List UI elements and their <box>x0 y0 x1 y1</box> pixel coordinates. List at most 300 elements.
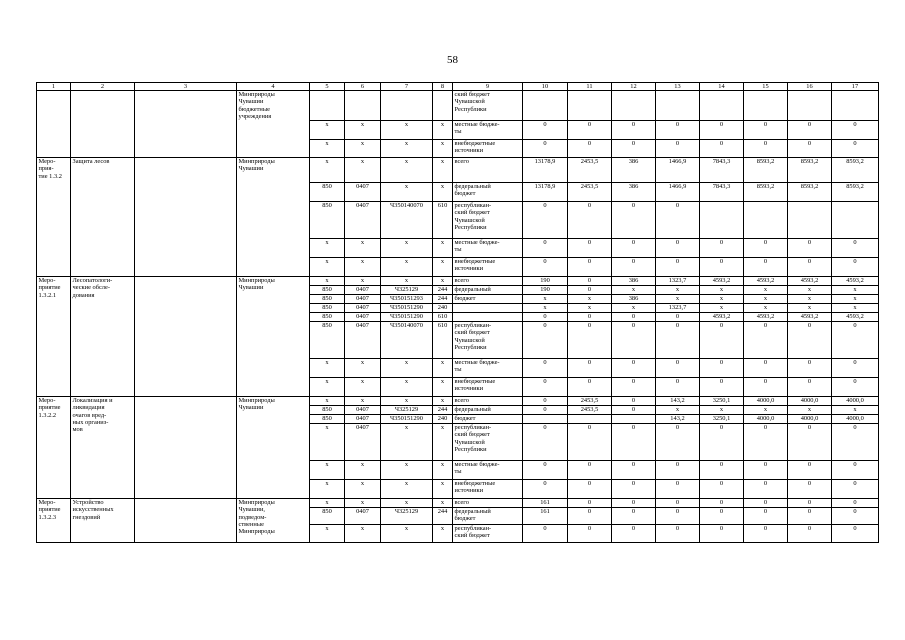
amount-cell: 0 <box>700 508 744 525</box>
budget-code-section: x <box>345 239 381 258</box>
budget-code-type: x <box>433 158 453 183</box>
amount-cell: 8593,2 <box>788 158 832 183</box>
amount-cell: 0 <box>523 313 568 322</box>
budget-code-type: 240 <box>433 304 453 313</box>
amount-cell <box>612 91 656 121</box>
amount-cell: 0 <box>656 313 700 322</box>
amount-cell: 0 <box>656 480 700 499</box>
amount-cell: 0 <box>700 258 744 277</box>
budget-code-grbs: 850 <box>310 415 345 424</box>
amount-cell: 0 <box>523 406 568 415</box>
amount-cell: 0 <box>744 140 788 158</box>
amount-cell: 0 <box>832 121 879 140</box>
budget-code-type: x <box>433 424 453 461</box>
page-number: 58 <box>447 54 458 66</box>
executor: Минприроды Чувашии <box>237 277 310 397</box>
amount-cell: 13178,9 <box>523 158 568 183</box>
amount-cell: 0 <box>523 378 568 397</box>
budget-code-target: x <box>381 277 433 286</box>
amount-cell: 0 <box>656 359 700 378</box>
budget-code-target: Ч350151290 <box>381 415 433 424</box>
amount-cell <box>744 202 788 239</box>
budget-code-grbs: 850 <box>310 183 345 202</box>
funding-source: местные бюдже- ты <box>453 359 523 378</box>
amount-cell: x <box>744 406 788 415</box>
amount-cell: 0 <box>568 508 612 525</box>
column-number: 9 <box>453 83 523 91</box>
budget-code-type: x <box>433 378 453 397</box>
amount-cell: x <box>700 406 744 415</box>
amount-cell: 0 <box>788 258 832 277</box>
amount-cell: x <box>612 304 656 313</box>
amount-cell: 0 <box>788 322 832 359</box>
amount-cell: 0 <box>832 461 879 480</box>
budget-code-section: x <box>345 158 381 183</box>
funding-source <box>453 304 523 313</box>
amount-cell: 0 <box>744 359 788 378</box>
budget-code-grbs: 850 <box>310 406 345 415</box>
amount-cell: 0 <box>700 480 744 499</box>
budget-code-target: x <box>381 183 433 202</box>
amount-cell: 1323,7 <box>656 304 700 313</box>
amount-cell: 0 <box>656 322 700 359</box>
budget-code-section: x <box>345 397 381 406</box>
budget-code-section: x <box>345 140 381 158</box>
budget-code-target: x <box>381 397 433 406</box>
budget-code-section: x <box>345 277 381 286</box>
empty-cell <box>135 158 237 277</box>
amount-cell: 4000,0 <box>832 397 879 406</box>
budget-code-type: 244 <box>433 406 453 415</box>
amount-cell: 0 <box>568 202 612 239</box>
amount-cell: x <box>568 295 612 304</box>
budget-code-type: 240 <box>433 415 453 424</box>
amount-cell: x <box>700 304 744 313</box>
amount-cell: 0 <box>523 121 568 140</box>
budget-code-target: Ч350151290 <box>381 304 433 313</box>
amount-cell: x <box>523 295 568 304</box>
amount-cell: 0 <box>656 424 700 461</box>
amount-cell <box>568 91 612 121</box>
amount-cell: 8593,2 <box>744 183 788 202</box>
funding-source: бюджет <box>453 415 523 424</box>
column-number: 16 <box>788 83 832 91</box>
amount-cell: 0 <box>523 239 568 258</box>
budget-code-section: 0407 <box>345 424 381 461</box>
amount-cell: 0 <box>744 508 788 525</box>
amount-cell: 0 <box>788 508 832 525</box>
amount-cell: 386 <box>612 158 656 183</box>
column-number: 15 <box>744 83 788 91</box>
amount-cell: 4593,2 <box>788 277 832 286</box>
amount-cell: 0 <box>788 499 832 508</box>
amount-cell: 13178,9 <box>523 183 568 202</box>
budget-code-grbs: 850 <box>310 508 345 525</box>
amount-cell <box>788 91 832 121</box>
amount-cell: 0 <box>612 378 656 397</box>
executor: Минприроды Чувашии <box>237 397 310 499</box>
amount-cell: 0 <box>700 461 744 480</box>
amount-cell: x <box>700 286 744 295</box>
budget-code-type: x <box>433 461 453 480</box>
amount-cell: 8593,2 <box>832 158 879 183</box>
amount-cell: 4000,0 <box>832 415 879 424</box>
budget-code-section: 0407 <box>345 202 381 239</box>
amount-cell: 0 <box>744 424 788 461</box>
table-row <box>37 158 879 183</box>
amount-cell: x <box>656 295 700 304</box>
amount-cell: 0 <box>612 313 656 322</box>
amount-cell: 386 <box>612 277 656 286</box>
amount-cell: 0 <box>656 202 700 239</box>
amount-cell: 0 <box>700 499 744 508</box>
amount-cell: 0 <box>523 140 568 158</box>
budget-code-type: 244 <box>433 295 453 304</box>
amount-cell: 3250,1 <box>700 415 744 424</box>
amount-cell <box>832 91 879 121</box>
amount-cell: 0 <box>612 406 656 415</box>
budget-code-section: 0407 <box>345 415 381 424</box>
amount-cell: 4593,2 <box>700 277 744 286</box>
funding-source: федеральный бюджет <box>453 183 523 202</box>
budget-code-target: x <box>381 359 433 378</box>
amount-cell: 0 <box>568 499 612 508</box>
column-number: 14 <box>700 83 744 91</box>
column-number: 1 <box>37 83 71 91</box>
amount-cell: 0 <box>832 239 879 258</box>
amount-cell: 0 <box>568 322 612 359</box>
amount-cell: 0 <box>700 525 744 543</box>
budget-code-grbs: x <box>310 397 345 406</box>
table-row <box>37 277 879 286</box>
column-number: 12 <box>612 83 656 91</box>
measure-code: Меро- приятие 1.3.2.1 <box>37 277 71 397</box>
budget-code-target: x <box>381 525 433 543</box>
amount-cell: 0 <box>568 378 612 397</box>
amount-cell: x <box>700 295 744 304</box>
amount-cell: 0 <box>788 359 832 378</box>
column-number: 6 <box>345 83 381 91</box>
amount-cell: 0 <box>744 461 788 480</box>
amount-cell: 0 <box>744 258 788 277</box>
amount-cell: 0 <box>612 140 656 158</box>
amount-cell: 0 <box>832 525 879 543</box>
funding-source: местные бюдже- ты <box>453 121 523 140</box>
amount-cell: 0 <box>612 397 656 406</box>
amount-cell: 2453,5 <box>568 406 612 415</box>
amount-cell: 8593,2 <box>744 158 788 183</box>
budget-code-type: 244 <box>433 286 453 295</box>
amount-cell: 0 <box>568 286 612 295</box>
funding-source: ский бюджет Чувашской Республики <box>453 91 523 121</box>
amount-cell: 0 <box>788 480 832 499</box>
amount-cell: 0 <box>832 499 879 508</box>
amount-cell: 0 <box>612 480 656 499</box>
budget-code-type <box>433 91 453 121</box>
amount-cell: 1323,7 <box>656 277 700 286</box>
amount-cell: x <box>656 406 700 415</box>
column-number: 11 <box>568 83 612 91</box>
amount-cell: 0 <box>832 322 879 359</box>
amount-cell: 190 <box>523 286 568 295</box>
budget-code-type: 244 <box>433 508 453 525</box>
amount-cell: 0 <box>700 140 744 158</box>
budget-code-target: x <box>381 499 433 508</box>
amount-cell: 0 <box>568 525 612 543</box>
budget-code-grbs: x <box>310 424 345 461</box>
amount-cell: 0 <box>744 525 788 543</box>
budget-code-grbs: x <box>310 121 345 140</box>
amount-cell: 143,2 <box>656 397 700 406</box>
budget-code-section: x <box>345 378 381 397</box>
amount-cell: x <box>832 304 879 313</box>
amount-cell: 0 <box>656 525 700 543</box>
budget-code-target: x <box>381 121 433 140</box>
budget-code-section <box>345 91 381 121</box>
amount-cell: x <box>744 304 788 313</box>
amount-cell: 4593,2 <box>744 277 788 286</box>
amount-cell <box>744 91 788 121</box>
budget-code-target <box>381 91 433 121</box>
amount-cell: 0 <box>744 499 788 508</box>
amount-cell: 0 <box>612 424 656 461</box>
funding-source: внебюджетные источники <box>453 378 523 397</box>
amount-cell: 2453,5 <box>568 183 612 202</box>
funding-source: федеральный <box>453 286 523 295</box>
amount-cell: 0 <box>523 525 568 543</box>
column-number: 7 <box>381 83 433 91</box>
measure-name: Лесопатологи- ческие обсле- дования <box>71 277 135 397</box>
amount-cell: 161 <box>523 508 568 525</box>
funding-source: республикан- ский бюджет <box>453 525 523 543</box>
budget-code-section: x <box>345 499 381 508</box>
budget-code-target: x <box>381 258 433 277</box>
budget-code-target: x <box>381 378 433 397</box>
executor: Минприроды Чувашии, подведом- ственные Минприроды <box>237 499 310 543</box>
budget-code-grbs: x <box>310 499 345 508</box>
amount-cell: 0 <box>700 359 744 378</box>
funding-source: республикан- ский бюджет Чувашской Республики <box>453 202 523 239</box>
amount-cell: 0 <box>832 258 879 277</box>
budget-code-grbs: x <box>310 461 345 480</box>
funding-source: всего <box>453 499 523 508</box>
budget-code-section: x <box>345 480 381 499</box>
amount-cell: 4593,2 <box>700 313 744 322</box>
amount-cell: 0 <box>744 239 788 258</box>
amount-cell: 0 <box>523 202 568 239</box>
amount-cell: 0 <box>700 121 744 140</box>
funding-source: внебюджетные источники <box>453 258 523 277</box>
budget-code-target: Ч325129 <box>381 508 433 525</box>
amount-cell: 0 <box>744 322 788 359</box>
amount-cell: x <box>832 406 879 415</box>
funding-source: местные бюдже- ты <box>453 461 523 480</box>
budget-code-section: x <box>345 121 381 140</box>
budget-code-type: x <box>433 121 453 140</box>
funding-source: бюджет <box>453 295 523 304</box>
amount-cell: 0 <box>656 121 700 140</box>
amount-cell: 0 <box>744 378 788 397</box>
amount-cell: 0 <box>612 461 656 480</box>
budget-code-target: x <box>381 480 433 499</box>
empty-cell <box>135 499 237 543</box>
amount-cell: 0 <box>568 359 612 378</box>
amount-cell <box>700 202 744 239</box>
amount-cell: x <box>523 304 568 313</box>
amount-cell: 4593,2 <box>832 277 879 286</box>
amount-cell: 8593,2 <box>788 183 832 202</box>
amount-cell <box>788 202 832 239</box>
amount-cell: 386 <box>612 183 656 202</box>
amount-cell: 0 <box>788 424 832 461</box>
amount-cell: 0 <box>568 480 612 499</box>
budget-code-type: x <box>433 397 453 406</box>
executor: Минприроды Чувашии <box>237 158 310 277</box>
amount-cell: 0 <box>523 480 568 499</box>
budget-code-grbs: 850 <box>310 322 345 359</box>
amount-cell: 0 <box>788 525 832 543</box>
budget-code-target: Ч325129 <box>381 286 433 295</box>
amount-cell: 0 <box>832 424 879 461</box>
amount-cell: 0 <box>656 239 700 258</box>
amount-cell: 0 <box>612 202 656 239</box>
budget-code-type: x <box>433 140 453 158</box>
funding-source: внебюджетные источники <box>453 140 523 158</box>
amount-cell: 0 <box>612 322 656 359</box>
amount-cell: 0 <box>523 424 568 461</box>
amount-cell: x <box>788 295 832 304</box>
budget-code-target: Ч350151293 <box>381 295 433 304</box>
amount-cell: 8593,2 <box>832 183 879 202</box>
budget-code-target: x <box>381 461 433 480</box>
budget-code-type: x <box>433 480 453 499</box>
amount-cell: 0 <box>656 140 700 158</box>
amount-cell <box>700 91 744 121</box>
column-number: 17 <box>832 83 879 91</box>
amount-cell: 0 <box>523 322 568 359</box>
budget-code-type: 610 <box>433 313 453 322</box>
amount-cell <box>568 415 612 424</box>
amount-cell: 4000,0 <box>788 415 832 424</box>
amount-cell: 0 <box>832 480 879 499</box>
amount-cell: 0 <box>656 499 700 508</box>
amount-cell: 0 <box>568 140 612 158</box>
budget-code-grbs <box>310 91 345 121</box>
amount-cell: 0 <box>568 424 612 461</box>
budget-code-grbs: x <box>310 359 345 378</box>
funding-source: всего <box>453 277 523 286</box>
column-number: 3 <box>135 83 237 91</box>
column-number: 10 <box>523 83 568 91</box>
budget-code-type: x <box>433 499 453 508</box>
funding-source: всего <box>453 397 523 406</box>
measure-code: Меро- приятие 1.3.2.2 <box>37 397 71 499</box>
empty-cell <box>135 91 237 158</box>
measure-code: Меро- приятие 1.3.2.3 <box>37 499 71 543</box>
amount-cell: x <box>788 286 832 295</box>
budget-code-target: x <box>381 424 433 461</box>
amount-cell: 161 <box>523 499 568 508</box>
amount-cell: 0 <box>832 359 879 378</box>
measure-name <box>71 91 135 158</box>
budget-code-type: x <box>433 183 453 202</box>
budget-code-grbs: x <box>310 277 345 286</box>
column-number: 2 <box>71 83 135 91</box>
amount-cell: x <box>568 304 612 313</box>
amount-cell: x <box>832 286 879 295</box>
budget-code-section: 0407 <box>345 406 381 415</box>
amount-cell: 0 <box>656 461 700 480</box>
budget-code-grbs: 850 <box>310 304 345 313</box>
budget-code-grbs: x <box>310 480 345 499</box>
amount-cell: 2453,5 <box>568 158 612 183</box>
budget-code-target: x <box>381 239 433 258</box>
budget-code-section: x <box>345 258 381 277</box>
amount-cell: x <box>656 286 700 295</box>
budget-code-target: Ч350140070 <box>381 202 433 239</box>
amount-cell: 4000,0 <box>744 397 788 406</box>
amount-cell: 0 <box>656 258 700 277</box>
executor: Минприроды Чувашии бюджетные учреждения <box>237 91 310 158</box>
budget-code-type: x <box>433 277 453 286</box>
budget-code-grbs: 850 <box>310 202 345 239</box>
budget-code-section: x <box>345 359 381 378</box>
amount-cell: 0 <box>832 508 879 525</box>
amount-cell: 0 <box>568 461 612 480</box>
amount-cell: 1466,9 <box>656 183 700 202</box>
amount-cell: x <box>744 286 788 295</box>
funding-source: республикан- ский бюджет Чувашской Республики <box>453 322 523 359</box>
empty-cell <box>135 397 237 499</box>
amount-cell: 0 <box>612 239 656 258</box>
amount-cell: 386 <box>612 295 656 304</box>
funding-source: всего <box>453 158 523 183</box>
amount-cell: 0 <box>612 258 656 277</box>
amount-cell: 0 <box>523 359 568 378</box>
funding-source: местные бюдже- ты <box>453 239 523 258</box>
amount-cell: x <box>612 286 656 295</box>
budget-code-section: x <box>345 461 381 480</box>
budget-code-type: 610 <box>433 322 453 359</box>
amount-cell: 0 <box>832 140 879 158</box>
amount-cell: x <box>744 295 788 304</box>
column-number-row <box>37 83 879 91</box>
table-row <box>37 91 879 121</box>
amount-cell: 0 <box>612 525 656 543</box>
amount-cell: 1466,9 <box>656 158 700 183</box>
measure-code <box>37 91 71 158</box>
budget-code-grbs: x <box>310 140 345 158</box>
table-row <box>37 397 879 406</box>
column-number: 8 <box>433 83 453 91</box>
amount-cell: 0 <box>744 480 788 499</box>
amount-cell: 0 <box>523 397 568 406</box>
amount-cell: 7843,3 <box>700 183 744 202</box>
budget-code-section: 0407 <box>345 322 381 359</box>
funding-source: федеральный <box>453 406 523 415</box>
column-number: 4 <box>237 83 310 91</box>
amount-cell: 4000,0 <box>788 397 832 406</box>
budget-code-section: 0407 <box>345 183 381 202</box>
budget-code-type: 610 <box>433 202 453 239</box>
budget-code-grbs: x <box>310 378 345 397</box>
budget-code-section: 0407 <box>345 508 381 525</box>
budget-code-section: 0407 <box>345 295 381 304</box>
amount-cell: 0 <box>788 461 832 480</box>
amount-cell: 0 <box>744 121 788 140</box>
budget-code-type: x <box>433 258 453 277</box>
measure-name: Защита лесов <box>71 158 135 277</box>
